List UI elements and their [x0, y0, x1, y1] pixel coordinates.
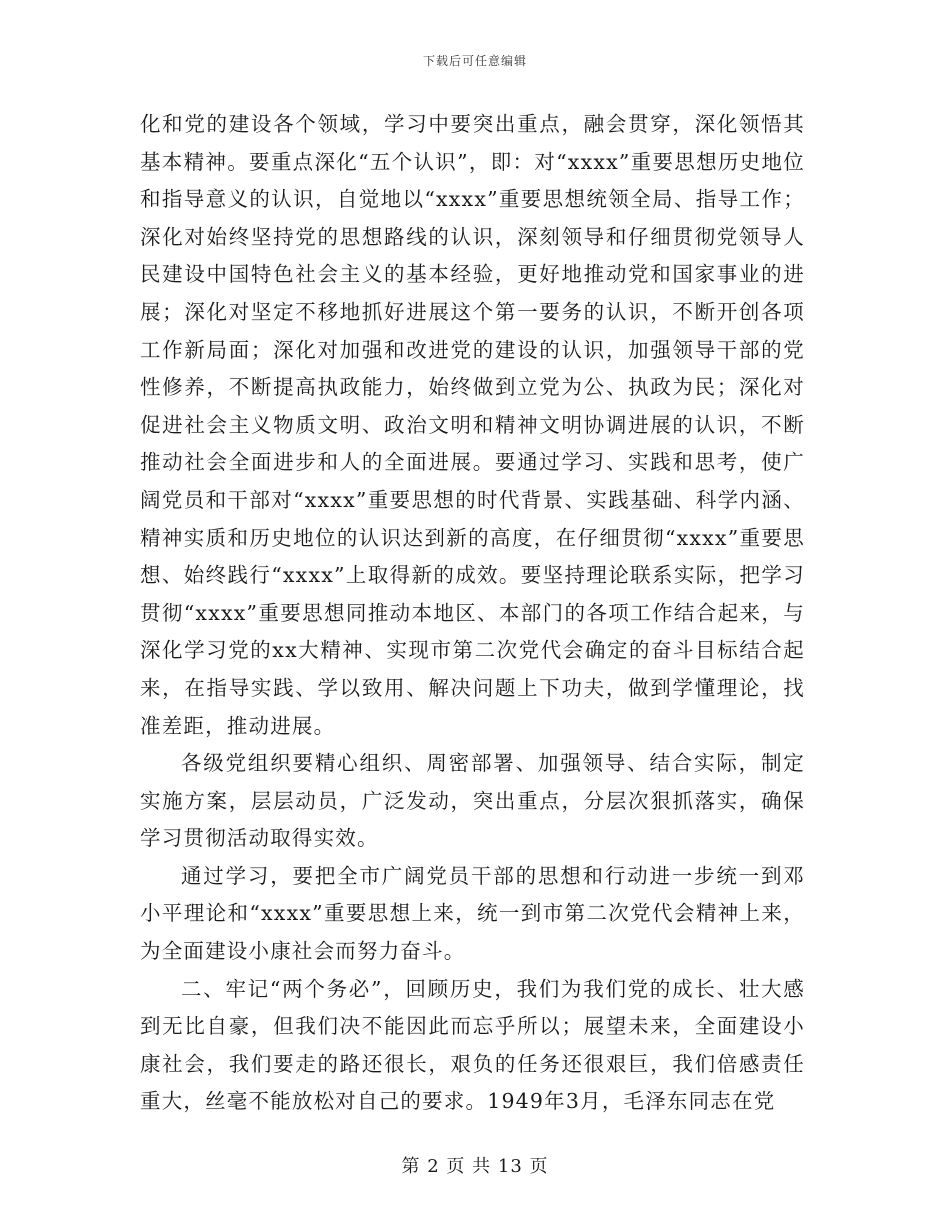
footer-current-page: 2	[427, 1156, 440, 1177]
paragraph-1: 化和党的建设各个领域，学习中要突出重点，融会贯穿，深化领悟其基本精神。要重点深化“五个认识”，即：对“xxxx”重要思想历史地位和指导意义的认识，自觉地以“xxxx”重要思想统领全局、指导工作；深化对始终坚持党的思想路线的认识，深刻领导和仔细贯彻党领导人民建设中国特色社会主义的基本经验，更好地推动党和国家事业的进展；深化对坚定不移地抓好进展这个第一要务的认识，不断开创各项工作新局面；深化对加强和改进党的建设的认识，加强领导干部的党性修养，不断提高执政能力，始终做到立党为公、执政为民；深化对促进社会主义物质文明、政治文明和精神文明协调进展的认识，不断推动社会全面进步和人的全面进展。要通过学习、实践和思考，使广阔党员和干部对“xxxx”重要思想的时代背景、实践基础、科学内涵、精神实质和历史地位的认识达到新的高度，在仔细贯彻“xxxx”重要思想、始终践行“xxxx”上取得新的成效。要坚持理论联系实际，把学习贯彻“xxxx”重要思想同推动本地区、本部门的各项工作结合起来，与深化学习党的xx大精神、实现市第二次党代会确定的奋斗目标结合起来，在指导实践、学以致用、解决问题上下功夫，做到学懂理论，找准差距，推动进展。	[140, 112, 805, 738]
paragraph-2: 各级党组织要精心组织、周密部署、加强领导、结合实际，制定实施方案，层层动员，广泛发动，突出重点，分层次狠抓落实，确保学习贯彻活动取得实效。	[140, 751, 805, 851]
footer-prefix: 第	[401, 1156, 421, 1177]
footer-page-word: 页	[446, 1156, 466, 1177]
page-footer	[0, 1152, 950, 1178]
footer-total-pages: 13	[497, 1156, 523, 1177]
paragraph-3: 通过学习，要把全市广阔党员干部的思想和行动进一步统一到邓小平理论和“xxxx”重要思想上来，统一到市第二次党代会精神上来，为全面建设小康社会而努力奋斗。	[140, 863, 805, 964]
paragraph-4: 二、牢记“两个务必”，回顾历史，我们为我们党的成长、壮大感到无比自豪，但我们决不能因此而忘乎所以；展望未来，全面建设小康社会，我们要走的路还很长，艰负的任务还很艰巨，我们倍感责任重大，丝毫不能放松对自己的要求。1949年3月，毛泽东同志在党	[140, 976, 805, 1114]
page-header-note: 下载后可任意编辑	[422, 54, 527, 68]
footer-suffix: 页	[529, 1156, 549, 1177]
document-body	[140, 106, 805, 1121]
footer-total-word: 共	[472, 1156, 492, 1177]
